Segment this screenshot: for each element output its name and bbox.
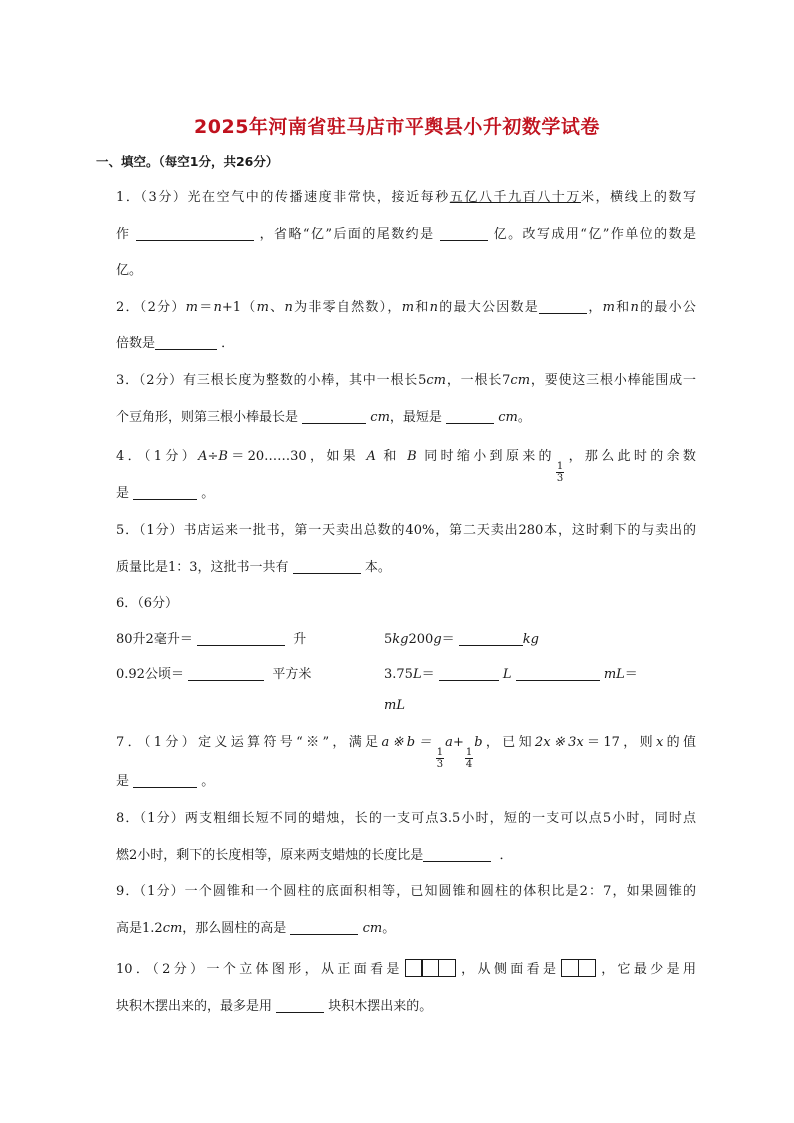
answer-blank[interactable] [133, 772, 197, 788]
question-4-line-1: 4．（1分）A÷B＝20……30，如果 A 和 B 同时缩小到原来的 $\frac{1}{3}$ ，那么此时的余数 [116, 449, 696, 484]
question-5-line-2: 质量比是1：3，这批书一共有 本。 [116, 560, 391, 575]
question-6-row-2-unit: mL [384, 698, 405, 713]
question-10-line-1: 10．（2分）一个立体图形，从正面看是 ，从侧面看是 ，它最少是用 [116, 957, 696, 983]
question-8-line-2: 燃2小时，剩下的长度相等，原来两支蜡烛的长度比是 ． [116, 848, 513, 863]
question-6-row-2-right: 3.75L＝ L mL＝ [384, 667, 638, 682]
question-5-line-1: 5．（1分）书店运来一批书，第一天卖出总数的40%，第二天卖出280本，这时剩下的与卖出的 [116, 523, 696, 538]
side-view-figure [561, 959, 596, 977]
question-9-line-2: 高是1.2cm，那么圆柱的高是 cm。 [116, 921, 396, 936]
question-4-line-2: 是 。 [116, 486, 215, 501]
answer-blank[interactable] [133, 484, 197, 500]
question-7-line-2: 是 。 [116, 774, 215, 789]
answer-blank[interactable] [155, 334, 217, 350]
question-6-row-1: 80升2毫升＝ 升 5kg200g＝ kg [116, 627, 696, 653]
exam-title: 2025年河南省驻马店市平舆县小升初数学试卷 [194, 116, 600, 138]
fraction-one-third: $\frac{1}{3}$ [556, 461, 564, 484]
question-1-line-1: 1．（3分）光在空气中的传播速度非常快，接近每秒五亿八千九百八十万米，横线上的数写 [116, 190, 696, 205]
question-3-line-1: 3．（2分）有三根长度为整数的小棒，其中一根长5cm，一根长7cm，要使这三根小棒能围成一 [116, 373, 696, 388]
question-2-line-1: 2．（2分）m＝n+1（m、n为非零自然数），m和n的最大公因数是 ，m和n的最小公 [116, 300, 696, 315]
answer-blank[interactable] [188, 665, 264, 681]
answer-blank[interactable] [197, 630, 285, 646]
question-7-line-1: 7．（1分）定义运算符号“※”，满足a※b＝ $\frac{1}{3}$ a+ $\frac{1}{4}$ b，已知2x※3x＝17，则x的值 [116, 735, 696, 770]
answer-blank[interactable] [539, 298, 587, 314]
answer-blank[interactable] [459, 630, 523, 646]
question-10-line-2: 块积木摆出来的，最多是用 块积木摆出来的。 [116, 999, 433, 1014]
fraction-one-third: $\frac{1}{3}$ [436, 747, 444, 770]
question-6-heading: 6．（6分） [116, 596, 179, 611]
fraction-one-fourth: $\frac{1}{4}$ [465, 747, 473, 770]
answer-blank[interactable] [302, 408, 366, 424]
question-6-row-1-right: 5kg200g＝ kg [384, 632, 539, 647]
question-3-line-2: 个豆角形，则第三根小棒最长是 cm，最短是 cm。 [116, 410, 531, 425]
answer-blank[interactable] [440, 225, 488, 241]
question-8-line-1: 8．（1分）两支粗细长短不同的蜡烛，长的一支可点3.5小时，短的一支可以点5小时，同时点 [116, 811, 696, 826]
question-6-row-2: 0.92公顷＝ 平方米 3.75L＝ L mL＝ [116, 662, 696, 688]
answer-blank[interactable] [136, 225, 254, 241]
answer-blank[interactable] [423, 846, 491, 862]
answer-blank[interactable] [276, 997, 324, 1013]
underlined-number: 五亿八千九百八十万 [449, 190, 581, 205]
question-2-line-2: 倍数是 ． [116, 336, 235, 351]
answer-blank[interactable] [439, 665, 499, 681]
answer-blank[interactable] [516, 665, 600, 681]
section-heading: 一、填空。（每空1分，共26分） [96, 154, 279, 169]
question-1-line-3: 亿。 [116, 263, 143, 278]
question-9-line-1: 9．（1分）一个圆锥和一个圆柱的底面积相等，已知圆锥和圆柱的体积比是2：7，如果圆锥的 [116, 884, 696, 899]
front-view-figure [405, 959, 456, 977]
question-1-line-2: 作 ，省略“亿”后面的尾数约是 亿。改写成用“亿”作单位的数是 [116, 227, 697, 242]
answer-blank[interactable] [446, 408, 494, 424]
answer-blank[interactable] [290, 919, 358, 935]
answer-blank[interactable] [293, 558, 361, 574]
